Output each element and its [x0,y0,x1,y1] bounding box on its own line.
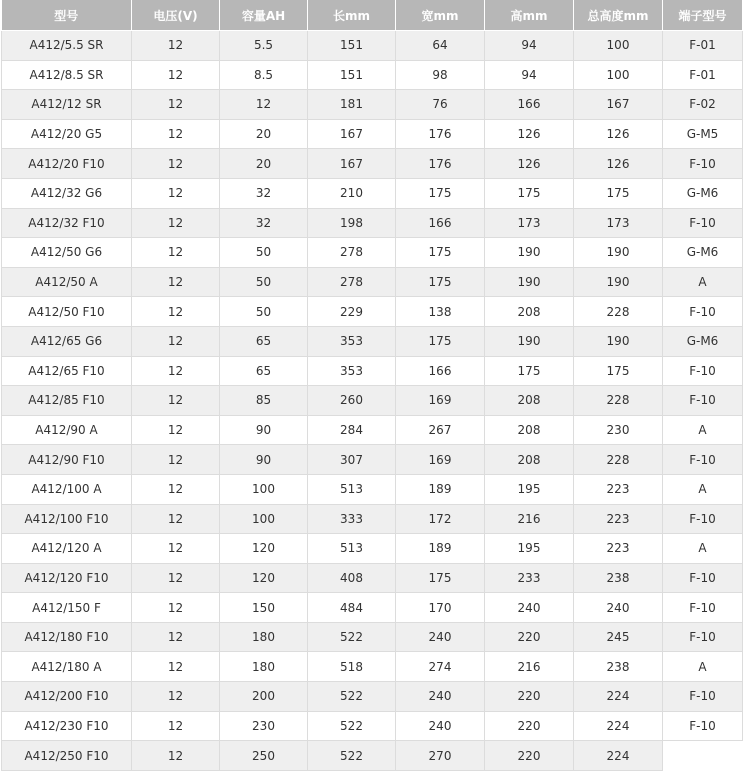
cell-voltage: 12 [132,90,220,120]
cell-voltage: 12 [132,534,220,564]
cell-width: 240 [396,622,485,652]
cell-height: 94 [485,31,574,61]
cell-capacity: 65 [220,326,308,356]
cell-length: 181 [308,90,396,120]
table-row [2,326,743,356]
cell-model: A412/50 A [2,267,132,297]
cell-total-height: 126 [574,119,663,149]
table-row [2,622,743,652]
cell-model: A412/120 F10 [2,563,132,593]
battery-spec-table [1,0,743,771]
cell-height: 166 [485,90,574,120]
table-row [2,534,743,564]
cell-capacity: 12 [220,90,308,120]
cell-capacity: 120 [220,534,308,564]
cell-capacity: 50 [220,238,308,268]
cell-width: 166 [396,356,485,386]
table-row [2,208,743,238]
cell-total-height: 224 [574,682,663,712]
table-row [2,267,743,297]
cell-length: 151 [308,31,396,61]
cell-model: A412/12 SR [2,90,132,120]
cell-terminal-type: A [663,652,743,682]
cell-length: 522 [308,682,396,712]
cell-capacity: 180 [220,622,308,652]
cell-voltage: 12 [132,386,220,416]
cell-length: 522 [308,741,396,771]
cell-terminal-type: F-10 [663,711,743,741]
cell-width: 170 [396,593,485,623]
cell-length: 518 [308,652,396,682]
cell-capacity: 200 [220,682,308,712]
cell-terminal-type: F-10 [663,386,743,416]
header-width: 宽mm [396,0,485,31]
cell-voltage: 12 [132,622,220,652]
cell-total-height: 190 [574,326,663,356]
cell-length: 284 [308,415,396,445]
cell-voltage: 12 [132,119,220,149]
cell-capacity: 90 [220,445,308,475]
cell-length: 484 [308,593,396,623]
cell-total-height: 223 [574,504,663,534]
cell-terminal-type: F-10 [663,208,743,238]
cell-width: 175 [396,326,485,356]
header-total-height: 总高度mm [574,0,663,31]
table-row [2,31,743,61]
cell-height: 190 [485,238,574,268]
cell-terminal-type: F-10 [663,297,743,327]
cell-model: A412/8.5 SR [2,60,132,90]
cell-voltage: 12 [132,31,220,61]
cell-model: A412/100 A [2,474,132,504]
header-height: 高mm [485,0,574,31]
cell-height: 208 [485,297,574,327]
cell-model: A412/20 G5 [2,119,132,149]
cell-voltage: 12 [132,356,220,386]
cell-model: A412/120 A [2,534,132,564]
cell-total-height: 228 [574,445,663,475]
header-length: 长mm [308,0,396,31]
cell-terminal-type: F-10 [663,563,743,593]
table-row [2,445,743,475]
cell-model: A412/65 F10 [2,356,132,386]
cell-total-height: 224 [574,711,663,741]
cell-length: 278 [308,238,396,268]
cell-terminal-type: F-10 [663,593,743,623]
cell-width: 176 [396,119,485,149]
table-row [2,90,743,120]
cell-total-height: 230 [574,415,663,445]
cell-height: 126 [485,149,574,179]
table-row [2,356,743,386]
cell-length: 408 [308,563,396,593]
cell-capacity: 150 [220,593,308,623]
cell-model: A412/90 A [2,415,132,445]
cell-capacity: 20 [220,119,308,149]
cell-terminal-type: A [663,534,743,564]
cell-width: 169 [396,386,485,416]
cell-capacity: 50 [220,297,308,327]
cell-total-height: 238 [574,563,663,593]
cell-terminal-type: G-M6 [663,178,743,208]
table-row [2,504,743,534]
cell-length: 210 [308,178,396,208]
cell-height: 190 [485,326,574,356]
cell-model: A412/90 F10 [2,445,132,475]
cell-length: 307 [308,445,396,475]
cell-height: 208 [485,386,574,416]
cell-height: 208 [485,445,574,475]
cell-width: 175 [396,267,485,297]
cell-height: 220 [485,682,574,712]
cell-voltage: 12 [132,741,220,771]
table-row [2,119,743,149]
cell-total-height: 190 [574,267,663,297]
cell-width: 175 [396,563,485,593]
cell-length: 513 [308,474,396,504]
cell-width: 138 [396,297,485,327]
cell-capacity: 100 [220,504,308,534]
cell-length: 167 [308,149,396,179]
cell-total-height: 173 [574,208,663,238]
cell-terminal-type: A [663,474,743,504]
cell-model: A412/50 F10 [2,297,132,327]
cell-height: 240 [485,593,574,623]
cell-height: 190 [485,267,574,297]
cell-length: 522 [308,711,396,741]
cell-terminal-type: F-10 [663,445,743,475]
cell-length: 522 [308,622,396,652]
cell-width: 240 [396,682,485,712]
cell-length: 151 [308,60,396,90]
header-terminal-type: 端子型号 [663,0,743,31]
cell-total-height: 245 [574,622,663,652]
cell-width: 169 [396,445,485,475]
cell-voltage: 12 [132,326,220,356]
cell-length: 333 [308,504,396,534]
cell-length: 353 [308,326,396,356]
cell-width: 240 [396,711,485,741]
cell-model: A412/250 F10 [2,741,132,771]
cell-voltage: 12 [132,445,220,475]
cell-model: A412/32 F10 [2,208,132,238]
cell-length: 513 [308,534,396,564]
cell-voltage: 12 [132,652,220,682]
cell-terminal-type: F-01 [663,31,743,61]
header-capacity: 容量AH [220,0,308,31]
cell-height: 220 [485,622,574,652]
cell-voltage: 12 [132,504,220,534]
table-row [2,711,743,741]
cell-terminal-type [663,741,743,771]
cell-width: 267 [396,415,485,445]
cell-height: 175 [485,356,574,386]
cell-length: 229 [308,297,396,327]
cell-model: A412/50 G6 [2,238,132,268]
cell-terminal-type: F-10 [663,682,743,712]
cell-height: 94 [485,60,574,90]
cell-capacity: 50 [220,267,308,297]
cell-height: 126 [485,119,574,149]
cell-total-height: 240 [574,593,663,623]
cell-width: 270 [396,741,485,771]
table-row [2,415,743,445]
cell-height: 233 [485,563,574,593]
table-row [2,593,743,623]
cell-width: 166 [396,208,485,238]
cell-terminal-type: F-01 [663,60,743,90]
table-row [2,682,743,712]
table-row [2,563,743,593]
cell-terminal-type: G-M6 [663,238,743,268]
cell-height: 208 [485,415,574,445]
cell-total-height: 223 [574,534,663,564]
cell-capacity: 120 [220,563,308,593]
cell-height: 195 [485,534,574,564]
cell-model: A412/230 F10 [2,711,132,741]
header-row [2,0,743,31]
cell-width: 176 [396,149,485,179]
cell-capacity: 32 [220,208,308,238]
cell-model: A412/150 F [2,593,132,623]
cell-height: 175 [485,178,574,208]
header-voltage: 电压(V) [132,0,220,31]
cell-voltage: 12 [132,297,220,327]
cell-terminal-type: F-10 [663,149,743,179]
cell-voltage: 12 [132,474,220,504]
cell-height: 173 [485,208,574,238]
cell-total-height: 100 [574,60,663,90]
cell-height: 216 [485,652,574,682]
cell-model: A412/5.5 SR [2,31,132,61]
table-row [2,149,743,179]
cell-capacity: 32 [220,178,308,208]
cell-height: 216 [485,504,574,534]
cell-voltage: 12 [132,178,220,208]
cell-total-height: 100 [574,31,663,61]
cell-capacity: 180 [220,652,308,682]
cell-capacity: 100 [220,474,308,504]
cell-total-height: 224 [574,741,663,771]
cell-terminal-type: A [663,415,743,445]
cell-model: A412/200 F10 [2,682,132,712]
cell-voltage: 12 [132,267,220,297]
cell-capacity: 90 [220,415,308,445]
table-row [2,386,743,416]
cell-length: 278 [308,267,396,297]
cell-voltage: 12 [132,149,220,179]
cell-voltage: 12 [132,593,220,623]
cell-terminal-type: F-02 [663,90,743,120]
cell-capacity: 8.5 [220,60,308,90]
table-row [2,474,743,504]
cell-capacity: 230 [220,711,308,741]
cell-width: 175 [396,238,485,268]
cell-height: 220 [485,741,574,771]
cell-voltage: 12 [132,208,220,238]
cell-model: A412/32 G6 [2,178,132,208]
cell-width: 274 [396,652,485,682]
cell-width: 172 [396,504,485,534]
cell-height: 220 [485,711,574,741]
cell-total-height: 223 [574,474,663,504]
cell-model: A412/180 A [2,652,132,682]
cell-total-height: 190 [574,238,663,268]
cell-capacity: 65 [220,356,308,386]
table-row [2,652,743,682]
cell-width: 98 [396,60,485,90]
cell-model: A412/65 G6 [2,326,132,356]
cell-voltage: 12 [132,60,220,90]
cell-length: 198 [308,208,396,238]
cell-total-height: 175 [574,178,663,208]
table-row [2,60,743,90]
cell-terminal-type: F-10 [663,622,743,652]
cell-terminal-type: F-10 [663,504,743,534]
cell-model: A412/20 F10 [2,149,132,179]
cell-terminal-type: G-M5 [663,119,743,149]
cell-total-height: 126 [574,149,663,179]
cell-capacity: 250 [220,741,308,771]
cell-total-height: 175 [574,356,663,386]
cell-height: 195 [485,474,574,504]
cell-terminal-type: A [663,267,743,297]
cell-width: 175 [396,178,485,208]
cell-capacity: 20 [220,149,308,179]
table-row [2,238,743,268]
cell-voltage: 12 [132,238,220,268]
header-model: 型号 [2,0,132,31]
cell-total-height: 167 [574,90,663,120]
table-row [2,178,743,208]
cell-total-height: 228 [574,386,663,416]
cell-model: A412/100 F10 [2,504,132,534]
cell-total-height: 228 [574,297,663,327]
cell-model: A412/180 F10 [2,622,132,652]
cell-width: 76 [396,90,485,120]
cell-voltage: 12 [132,415,220,445]
cell-terminal-type: G-M6 [663,326,743,356]
cell-length: 353 [308,356,396,386]
cell-model: A412/85 F10 [2,386,132,416]
cell-length: 167 [308,119,396,149]
cell-width: 189 [396,474,485,504]
cell-terminal-type: F-10 [663,356,743,386]
cell-voltage: 12 [132,563,220,593]
cell-capacity: 5.5 [220,31,308,61]
cell-total-height: 238 [574,652,663,682]
table-row [2,741,743,771]
cell-width: 64 [396,31,485,61]
cell-voltage: 12 [132,711,220,741]
table-row [2,297,743,327]
cell-voltage: 12 [132,682,220,712]
cell-capacity: 85 [220,386,308,416]
cell-width: 189 [396,534,485,564]
cell-length: 260 [308,386,396,416]
